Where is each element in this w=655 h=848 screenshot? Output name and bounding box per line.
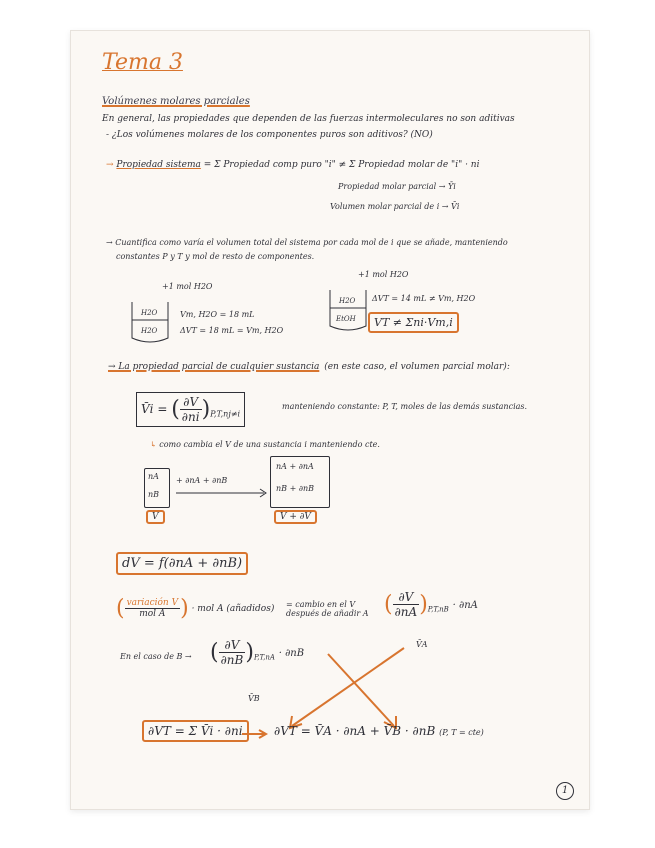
page-title: Tema 3: [102, 50, 183, 75]
vi-note-2: ↳ como cambia el V de una sustancia i manteniendo cte.: [150, 440, 380, 449]
db-fraction: $\frac{\partial V}{\partial nB}$: [220, 638, 244, 667]
va-label: V̄A: [416, 640, 428, 649]
vi-subscript: P,T,nj≠i: [210, 409, 241, 419]
prop-molar-parcial: Propiedad molar parcial → Ȳi: [338, 182, 456, 191]
variation-row: ( $\frac{\text{variación V}}{\text{mol A}}$ ) · mol A (añadidos): [116, 596, 275, 621]
final-eq-row: [274, 724, 484, 738]
partial-prop-note: (en este caso, el volumen parcial molar):: [324, 362, 510, 372]
beaker1-eq1: Vm, H2O = 18 mL: [180, 310, 255, 319]
cross-arrows-icon: [266, 642, 416, 732]
da-subscript: P,T,nB: [427, 605, 449, 614]
state-arrow-icon: [174, 488, 270, 498]
quantify-line-2: constantes P y T y mol de resto de componentes.: [116, 252, 315, 261]
db-expression: ( $\frac{\partial V}{\partial nB}$ )$_{P,T,nA} \cdot \partial nB$: [210, 638, 305, 667]
caso-b-label: En el caso de B →: [120, 652, 192, 661]
beaker1-top-label: H2O: [141, 309, 158, 317]
dv-box: dV = f(∂nA + ∂nB): [116, 552, 248, 575]
beaker1-eq2: ΔVT = 18 mL = Vm, H2O: [180, 326, 284, 335]
prop-sistema-row: → Propiedad sistema = Σ Propiedad comp puro "i" ≠ Σ Propiedad molar de "i" · ni: [106, 160, 480, 170]
notebook-page: [70, 30, 590, 810]
question-text: - ¿Los volúmenes molares de los componentes puros son aditivos? (NO): [106, 130, 433, 140]
state-arrow-label: + ∂nA + ∂nB: [176, 476, 228, 485]
beaker1-bottom-label: H2O: [141, 327, 158, 335]
state1-b: nB: [148, 490, 160, 499]
vol-molar-parcial: Volumen molar parcial de i → V̄i: [330, 202, 460, 211]
state2-a: nA + ∂nA: [276, 462, 314, 471]
intro-text: En general, las propiedades que dependen de las fuerzas intermoleculares no son aditivas: [102, 114, 515, 124]
beaker1-mol: +1 mol H2O: [162, 282, 213, 291]
da-tail: · ∂nA: [452, 600, 478, 611]
partial-prop-title: → La propiedad parcial de cualquier sustancia: [108, 362, 320, 372]
vi-fraction: $\frac{\partial V}{\partial ni}$: [181, 395, 200, 424]
state1-volume: V: [146, 510, 165, 524]
state1-a: nA: [148, 472, 159, 481]
beaker2-bottom-label: EtOH: [336, 315, 356, 323]
state2-b: nB + ∂nB: [276, 484, 314, 493]
final-eq: ∂VT = V̄A · ∂nA + V̄B · ∂nB: [274, 724, 436, 738]
vi-definition: V̄i = ( $\frac{\partial V}{\partial ni}$ )$_{P,T,nj\ne i}$: [136, 392, 245, 427]
final-cond: (P, T = cte): [439, 728, 484, 737]
db-tail: · ∂nB: [278, 648, 305, 659]
section-title: Volúmenes molares parciales: [102, 96, 250, 107]
da-fraction: $\frac{\partial V}{\partial nA}$: [394, 590, 418, 619]
beaker2-icon: [326, 286, 370, 334]
beaker2-eq1: ΔVT = 14 mL ≠ Vm, H2O: [372, 294, 476, 303]
prop-sistema-label: Propiedad sistema: [116, 160, 201, 170]
beaker1-icon: [128, 298, 172, 346]
db-subscript: P,T,nA: [253, 653, 275, 662]
final-box: ∂VT = Σ V̄i · ∂ni: [142, 720, 249, 742]
variation-fraction: $\frac{\text{variación V}}{\text{mol A}}$: [126, 598, 179, 619]
state2-volume: V + ∂V: [274, 510, 317, 524]
page-number: 1: [556, 782, 574, 800]
final-arrow-icon: [240, 728, 270, 740]
variation-tail: · mol A (añadidos): [191, 604, 275, 614]
partial-prop-row: [106, 362, 510, 372]
vi-left: V̄i =: [141, 402, 168, 416]
prop-sistema-eq: = Σ Propiedad comp puro "i" ≠ Σ Propiedad molar de "i" · ni: [203, 160, 480, 170]
beaker2-result-box: VT ≠ Σni·Vm,i: [368, 312, 459, 333]
vb-label: V̄B: [248, 694, 260, 703]
variation-eq: = cambio en el V después de añadir A: [286, 600, 369, 618]
beaker2-top-label: H2O: [339, 297, 356, 305]
beaker2-mol: +1 mol H2O: [358, 270, 409, 279]
quantify-line-1: → Cuantifica como varía el volumen total del sistema por cada mol de i que se añade, manteniendo: [106, 238, 508, 247]
vi-note: manteniendo constante: P, T, moles de las demás sustancias.: [282, 402, 528, 411]
da-expression: ( $\frac{\partial V}{\partial nA}$ )$_{P,T,nB} \cdot \partial nA$: [384, 590, 478, 619]
